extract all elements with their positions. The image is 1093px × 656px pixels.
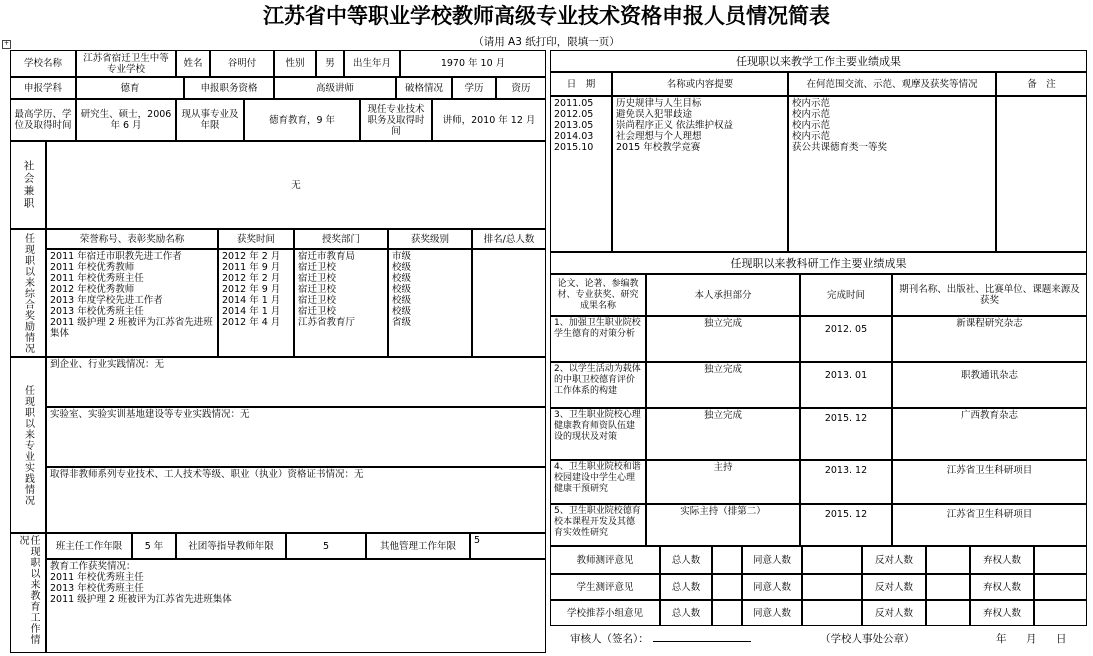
opinion-agree-label: 同意人数 <box>742 574 802 600</box>
research-row-1-role: 独立完成 <box>646 316 800 362</box>
other-management-value: 5 <box>470 533 546 559</box>
awards-levels: 市级 校级 校级 校级 校级 校级 省级 <box>388 249 472 357</box>
opinion-value-cell[interactable] <box>712 600 742 626</box>
opinion-value-cell[interactable] <box>1034 546 1087 574</box>
qualification-label: 申报职务资格 <box>184 77 274 99</box>
degree-label: 最高学历、学位及取得时间 <box>10 99 76 141</box>
gender-value: 男 <box>316 50 344 77</box>
signature-line[interactable] <box>653 631 751 642</box>
research-row-3-role: 独立完成 <box>646 408 800 460</box>
education-value: 资历 <box>496 77 546 99</box>
discipline-label: 申报学科 <box>10 77 76 99</box>
head-teacher-label: 班主任工作年限 <box>46 533 132 559</box>
name-value: 谷明付 <box>210 50 274 77</box>
research-row-5-role: 实际主持（排第二） <box>646 504 800 546</box>
research-row-1-name: 1、加强卫生职业院校学生德育的对策分析 <box>550 316 646 362</box>
document-subtitle: （请用 A3 纸打印，限填一页） <box>473 36 620 48</box>
teaching-header-remark: 备 注 <box>996 72 1087 96</box>
date-year: 年 <box>996 633 1007 645</box>
research-row-4-role: 主持 <box>646 460 800 504</box>
birth-label: 出生年月 <box>344 50 400 77</box>
awards-header-date: 获奖时间 <box>218 229 294 249</box>
current-position-value: 讲师，2010 年 12 月 <box>432 99 546 141</box>
discipline-value: 德育 <box>76 77 184 99</box>
teaching-header-date: 日 期 <box>550 72 612 96</box>
opinion-value-cell[interactable] <box>712 574 742 600</box>
degree-value: 研究生、硕士，2006 年 6 月 <box>76 99 176 141</box>
date-day: 日 <box>1056 633 1067 645</box>
research-row-5-source: 江苏省卫生科研项目 <box>892 504 1087 546</box>
head-teacher-value: 5 年 <box>132 533 176 559</box>
opinion-agree-label: 同意人数 <box>742 600 802 626</box>
opinion-row-label: 学生测评意见 <box>550 574 660 600</box>
teaching-names: 历史规律与人生目标 避免误入犯罪歧途 崇尚程序正义 依法维护权益 社会理想与个人理想 2015 年校教学竞赛 <box>612 96 788 252</box>
opinion-value-cell[interactable] <box>1034 600 1087 626</box>
school-label: 学校名称 <box>10 50 76 77</box>
opinion-value-cell[interactable] <box>1034 574 1087 600</box>
practice-enterprise: 到企业、行业实践情况：无 <box>46 357 546 407</box>
exceptional-label: 破格情况 <box>396 77 452 99</box>
document-title: 江苏省中等职业学校教师高级专业技术资格申报人员情况简表 <box>263 4 830 28</box>
other-management-label: 其他管理工作年限 <box>366 533 470 559</box>
seal-label: （学校人事处公章） <box>820 633 915 645</box>
reviewer-label: 审核人（签名）： <box>570 633 649 645</box>
opinion-abstain-label: 弃权人数 <box>970 546 1034 574</box>
research-row-3-source: 广西教育杂志 <box>892 408 1087 460</box>
awards-header-dept: 授奖部门 <box>294 229 388 249</box>
awards-depts: 宿迁市教育局 宿迁卫校 宿迁卫校 宿迁卫校 宿迁卫校 宿迁卫校 江苏省教育厅 <box>294 249 388 357</box>
opinion-abstain-label: 弃权人数 <box>970 600 1034 626</box>
table-anchor-icon[interactable]: + <box>3 40 10 47</box>
practice-certificate: 取得非教师系列专业技术、工人技术等级、职业（执业）资格证书情况：无 <box>46 467 546 533</box>
research-row-4-time: 2013. 12 <box>800 460 892 504</box>
research-row-2-source: 职教通讯杂志 <box>892 362 1087 408</box>
awards-header-rank: 排名/总人数 <box>472 229 546 249</box>
opinion-agree-label: 同意人数 <box>742 546 802 574</box>
opinion-row-label: 学校推荐小组意见 <box>550 600 660 626</box>
research-row-3-time: 2015. 12 <box>800 408 892 460</box>
research-row-5-name: 5、卫生职业院校德育校本课程开发及其德育实效性研究 <box>550 504 646 546</box>
birth-value: 1970 年 10 月 <box>400 50 546 77</box>
awards-ranks <box>472 249 546 357</box>
awards-dates: 2012 年 2 月 2011 年 9 月 2012 年 2 月 2012 年 9 月 2014 年 1 月 2014 年 1 月 2012 年 4 月 <box>218 249 294 357</box>
research-achievements-title: 任现职以来教科研工作主要业绩成果 <box>550 252 1087 274</box>
major-value: 德育教育，9 年 <box>244 99 360 141</box>
qualification-value: 高级讲师 <box>274 77 396 99</box>
opinion-value-cell[interactable] <box>802 546 862 574</box>
teaching-dates: 2011.05 2012.05 2013.05 2014.03 2015.10 <box>550 96 612 252</box>
research-row-2-role: 独立完成 <box>646 362 800 408</box>
awards-section-label: 任现职以来综合奖励情况 <box>10 229 46 357</box>
practice-lab: 实验室、实验实训基地建设等专业实践情况：无 <box>46 407 546 467</box>
social-label: 社会兼职 <box>10 141 46 229</box>
school-value: 江苏省宿迁卫生中等专业学校 <box>76 50 176 77</box>
opinion-row-label: 教师测评意见 <box>550 546 660 574</box>
opinion-value-cell[interactable] <box>712 546 742 574</box>
opinion-value-cell[interactable] <box>802 600 862 626</box>
teaching-scopes: 校内示范 校内示范 校内示范 校内示范 获公共课德育类一等奖 <box>788 96 996 252</box>
opinion-value-cell[interactable] <box>802 574 862 600</box>
name-label: 姓名 <box>176 50 210 77</box>
current-position-label: 现任专业技术职务及取得时间 <box>360 99 432 141</box>
teaching-header-name: 名称或内容提要 <box>612 72 788 96</box>
research-header-source: 期刊名称、出版社、比赛单位、课题来源及获奖 <box>892 274 1087 316</box>
awards-header-level: 获奖级别 <box>388 229 472 249</box>
opinion-oppose-label: 反对人数 <box>862 600 926 626</box>
research-header-name: 论文、论著、参编教材、专业获奖、研究成果名称 <box>550 274 646 316</box>
opinion-total-label: 总人数 <box>660 546 712 574</box>
social-value: 无 <box>46 141 546 229</box>
practice-section-label: 任现职以来专业实践情况 <box>10 357 46 533</box>
research-header-role: 本人承担部分 <box>646 274 800 316</box>
research-row-2-time: 2013. 01 <box>800 362 892 408</box>
teaching-remarks <box>996 96 1087 252</box>
research-header-time: 完成时间 <box>800 274 892 316</box>
research-row-4-name: 4、卫生职业院校和谐校园建设中学生心理健康干预研究 <box>550 460 646 504</box>
opinion-value-cell[interactable] <box>926 600 970 626</box>
reviewer-signature <box>570 631 751 646</box>
date-month: 月 <box>1026 633 1037 645</box>
research-row-1-source: 新课程研究杂志 <box>892 316 1087 362</box>
education-label: 学历 <box>452 77 496 99</box>
major-label: 现从事专业及年限 <box>176 99 244 141</box>
teaching-header-scope: 在何范围交流、示范、观摩及获奖等情况 <box>788 72 996 96</box>
education-awards: 教育工作获奖情况： 2011 年校优秀班主任 2013 年校优秀班主任 2011 级护理 2 班被评为江苏省先进班集体 <box>46 559 546 653</box>
opinion-total-label: 总人数 <box>660 574 712 600</box>
research-row-2-name: 2、以学生活动为载体的中职卫校德育评价工作体系的构建 <box>550 362 646 408</box>
research-row-4-source: 江苏省卫生科研项目 <box>892 460 1087 504</box>
education-work-section-label: 任现职以来教育工作情况 <box>10 533 46 653</box>
teaching-achievements-title: 任现职以来教学工作主要业绩成果 <box>550 50 1087 72</box>
research-row-1-time: 2012. 05 <box>800 316 892 362</box>
club-advisor-label: 社团等指导教师年限 <box>176 533 286 559</box>
awards-names: 2011 年宿迁市职教先进工作者 2011 年校优秀教师 2011 年校优秀班主任 2012 年校优秀教师 2013 年度学校先进工作者 2013 年校优秀班主任 2011 级护理 2 班被评为江苏省先进班集体 <box>46 249 218 357</box>
club-advisor-value: 5 <box>286 533 366 559</box>
opinion-value-cell[interactable] <box>926 574 970 600</box>
opinion-oppose-label: 反对人数 <box>862 574 926 600</box>
opinion-total-label: 总人数 <box>660 600 712 626</box>
opinion-value-cell[interactable] <box>926 546 970 574</box>
awards-header-name: 荣誉称号、表彰奖励名称 <box>46 229 218 249</box>
research-row-5-time: 2015. 12 <box>800 504 892 546</box>
opinion-abstain-label: 弃权人数 <box>970 574 1034 600</box>
research-row-3-name: 3、卫生职业院校心理健康教育师资队伍建设的现状及对策 <box>550 408 646 460</box>
gender-label: 性别 <box>274 50 316 77</box>
opinion-oppose-label: 反对人数 <box>862 546 926 574</box>
